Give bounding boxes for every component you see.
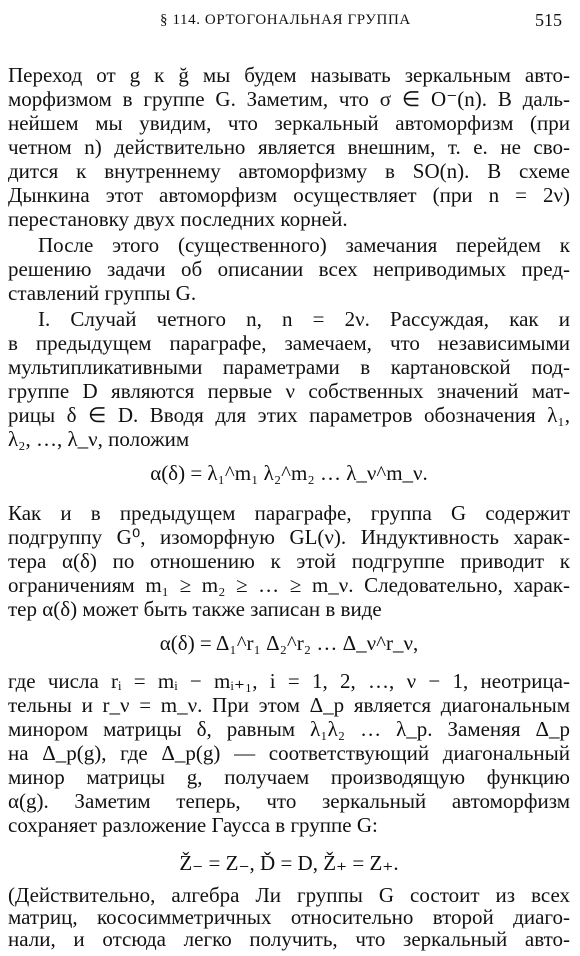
formula-alpha-delta: α(δ) = Δ₁^r₁ Δ₂^r₂ … Δ_ν^r_ν,	[159, 631, 419, 655]
text-line: ограничениям m₁ ≥ m₂ ≥ … ≥ m_ν. Следовательно, харак-	[8, 573, 570, 597]
text-line: дится к внутреннему автоморфизму в SO(n). В схеме	[8, 159, 570, 183]
text-line: в предыдущем параграфе, замечаем, что независимыми	[8, 331, 570, 355]
text-line: тера α(δ) по отношению к этой подгруппе приводит к	[8, 549, 570, 573]
text-line: четном n) действительно является внешним, т. е. не сво-	[8, 135, 570, 159]
formula-gauss: Ž₋ = Z₋, Ď = D, Ž₊ = Z₊.	[179, 851, 399, 875]
text-line: группе D являются первые ν собственных значений мат-	[8, 379, 570, 403]
text-line: Переход от g к ğ мы будем называть зеркальным авто-	[8, 63, 570, 87]
page-number: 515	[535, 10, 562, 30]
text-line: морфизмом в группе G. Заметим, что σ ∈ O⁻(n). В даль-	[8, 87, 570, 111]
text-line: подгруппу G⁰, изоморфную GL(ν). Индуктивность харак-	[8, 525, 570, 549]
text-line: мультипликативными параметрами в картановской под-	[8, 355, 570, 379]
running-header	[0, 8, 580, 34]
text-line: ставлений группы G.	[8, 281, 197, 305]
text-line: минор матрицы g, получаем производящую функцию	[8, 765, 570, 789]
text-line: После этого (существенного) замечания перейдем к	[38, 233, 570, 257]
text-line: решению задачи об описании всех неприводимых пред-	[8, 257, 570, 281]
text-line: нали, и отсюда легко получить, что зеркальный авто-	[8, 927, 570, 951]
text-line: рицы δ ∈ D. Вводя для этих параметров обозначения λ₁,	[8, 403, 570, 427]
text-line: на Δ_p(g), где Δ_p(g) — соответствующий диагональный	[8, 741, 570, 765]
text-line: минором матрицы δ, равным λ₁λ₂ … λ_p. Заменяя Δ_p	[8, 717, 570, 741]
text-line: матриц, кососимметричных относительно второй диаго-	[8, 905, 570, 929]
text-line: α(g). Заметим теперь, что зеркальный автоморфизм	[8, 789, 570, 813]
section-title: § 114. ОРТОГОНАЛЬНАЯ ГРУППА	[160, 12, 411, 28]
text-line: I. Случай четного n, n = 2ν. Рассуждая, как и	[38, 307, 570, 331]
text-line: тельны и r_ν = m_ν. При этом Δ_p является диагональным	[8, 693, 570, 717]
text-line: тер α(δ) может быть также записан в виде	[8, 597, 382, 621]
text-line: (Действительно, алгебра Ли группы G состоит из всех	[8, 883, 570, 907]
text-line: Как и в предыдущем параграфе, группа G содержит	[8, 501, 570, 525]
text-line: λ₂, …, λ_ν, положим	[8, 427, 190, 451]
formula-alpha-lambda: α(δ) = λ₁^m₁ λ₂^m₂ … λ_ν^m_ν.	[150, 461, 428, 485]
text-line: где числа rᵢ = mᵢ − mᵢ₊₁, i = 1, 2, …, ν − 1, неотрица-	[8, 669, 570, 693]
text-line: Дынкина этот автоморфизм осуществляет (при n = 2ν)	[8, 183, 570, 207]
text-line: перестановку двух последних корней.	[8, 207, 348, 231]
text-line: нейшем мы увидим, что зеркальный автоморфизм (при	[8, 111, 570, 135]
text-line: сохраняет разложение Гаусса в группе G:	[8, 813, 378, 837]
